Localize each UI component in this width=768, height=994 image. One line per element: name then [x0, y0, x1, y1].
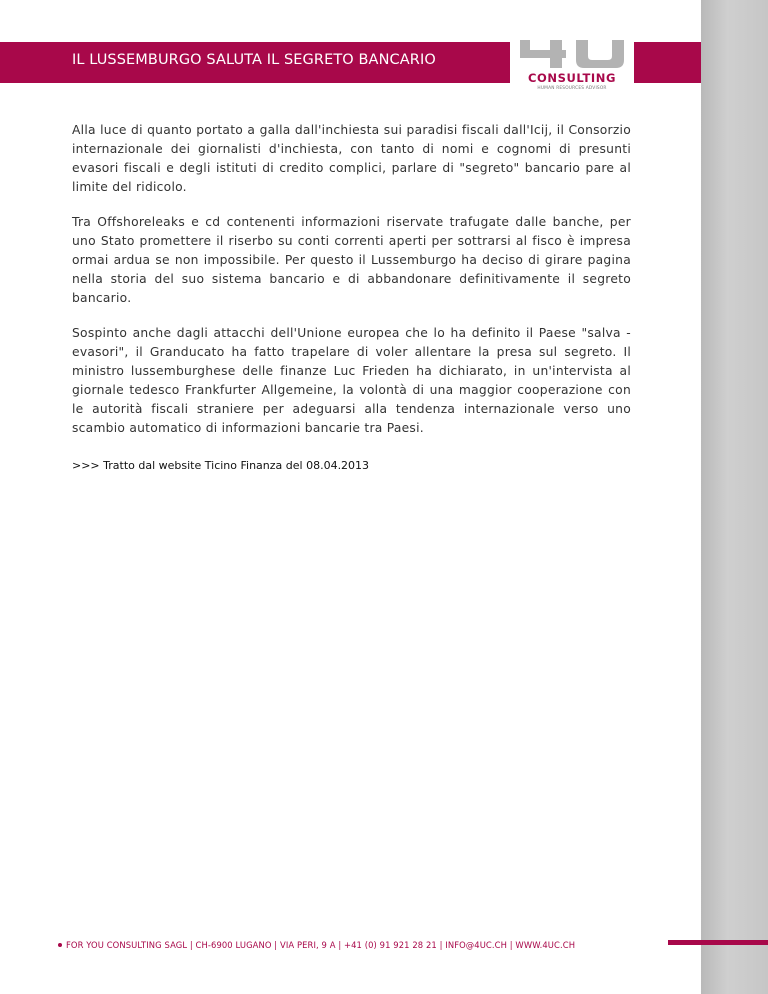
footer-accent-bar [668, 940, 768, 945]
logo-name: CONSULTING [527, 71, 617, 85]
footer-text: FOR YOU CONSULTING SAGL | CH-6900 LUGANO | VIA PERI, 9 A | +41 (0) 91 921 28 21 | INFO@4UC.CH | WWW.4UC.CH [66, 940, 576, 950]
company-logo [510, 40, 634, 96]
article-paragraph-2: Tra Offshoreleaks e cd contenenti informazioni riservate trafugate dalle banche, per uno Stato promettere il riserbo su conti correnti aperti per sottrarsi al fisco è impresa ormai ardua se non impossibile. Per questo il Lussemburgo ha deciso di girare pagina nella storia del suo sistema bancario e di abbandonare definitivamente il segreto bancario. [72, 215, 631, 305]
article-source: >>> Tratto dal website Ticino Finanza del 08.04.2013 [72, 459, 370, 472]
page-title: IL LUSSEMBURGO SALUTA IL SEGRETO BANCARIO [72, 52, 436, 68]
article-body [72, 121, 631, 454]
logo-tagline: HUMAN RESOURCES ADVISOR [537, 86, 607, 91]
bullet-icon [58, 943, 62, 947]
article-paragraph-3: Sospinto anche dagli attacchi dell'Unione europea che lo ha definito il Paese "salva - evasori", il Granducato ha fatto trapelare di voler allentare la presa sul segreto. Il ministro lussemburghese delle finanze Luc Frieden ha dichiarato, in un'intervista al giornale tedesco Frankfurter Allgemeine, la volontà di una maggior cooperazione con le autorità fiscali straniere per adeguarsi alla tendenza internazionale verso uno scambio automatico di informazioni bancarie tra Paesi. [72, 326, 631, 435]
decorative-side-bar [701, 0, 768, 994]
footer-contact [58, 940, 575, 950]
article-paragraph-1: Alla luce di quanto portato a galla dall'inchiesta sui paradisi fiscali dall'Icij, il Consorzio internazionale dei giornalisti d'inchiesta, con tanto di nomi e cognomi di presunti evasori fiscali e degli istituti di credito complici, parlare di "segreto" bancario pare al limite del ridicolo. [72, 123, 631, 194]
logo-4u-mark-icon [510, 40, 634, 72]
